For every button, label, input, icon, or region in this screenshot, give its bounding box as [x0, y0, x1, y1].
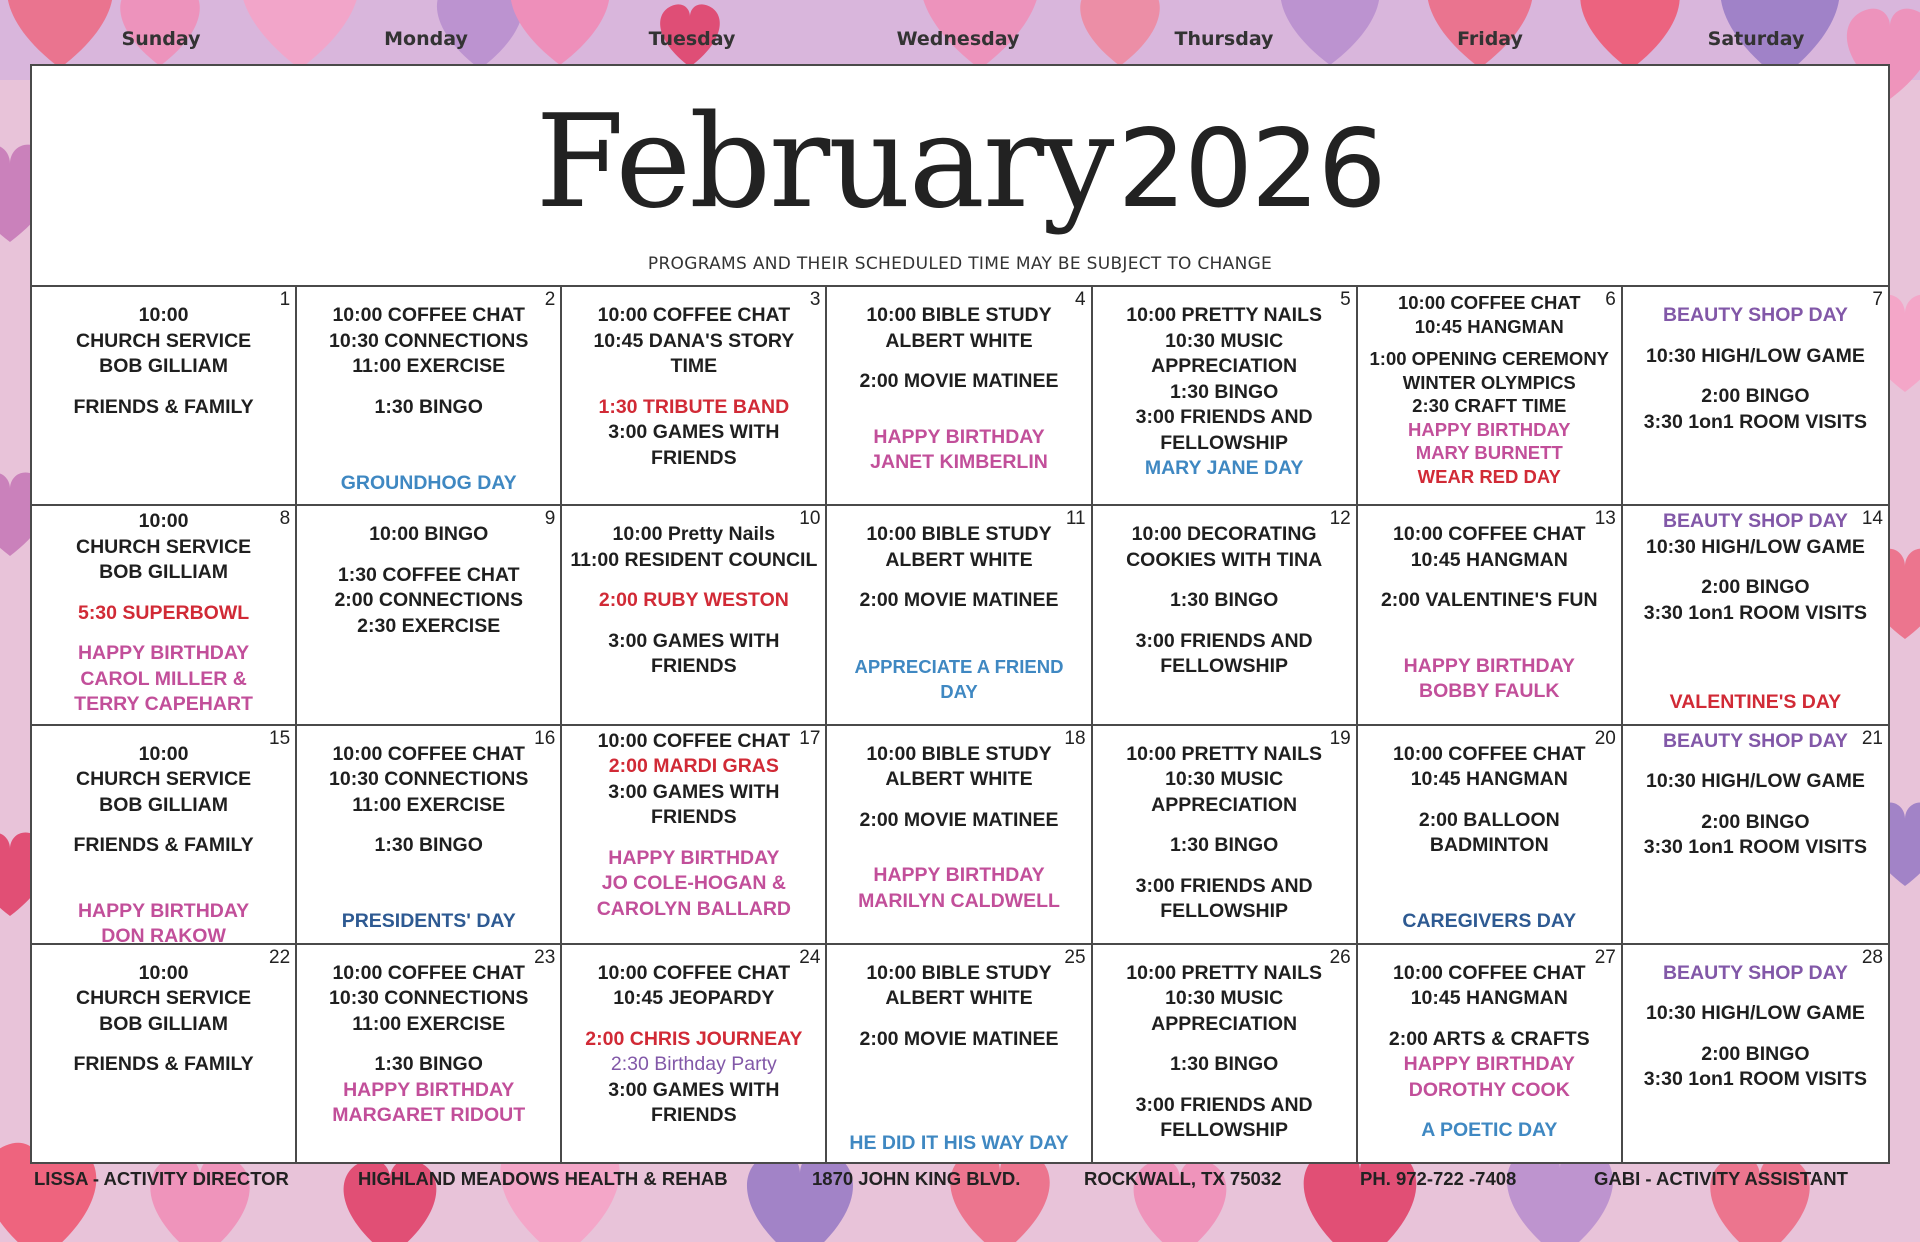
day-cell	[562, 726, 827, 945]
day-number: 12	[1329, 508, 1351, 530]
day-cell	[827, 506, 1092, 725]
day-cell	[1623, 945, 1888, 1164]
day-cell	[562, 945, 827, 1164]
day-cell	[562, 287, 827, 506]
weekday-monday: Monday	[384, 28, 468, 50]
event-line: APPRECIATION	[1151, 793, 1298, 816]
title-month: February	[535, 88, 1113, 237]
day-number: 28	[1861, 946, 1883, 968]
footer-city-state: ROCKWALL, TX 75032	[1084, 1168, 1282, 1189]
day-number: 27	[1594, 946, 1616, 968]
event-line: 10:45 HANGMAN	[1410, 768, 1568, 790]
event-line: MARY JANE DAY	[1144, 457, 1304, 479]
day-number: 16	[534, 727, 556, 749]
event-line: BADMINTON	[1429, 834, 1549, 856]
event-line: BOB GILLIAM	[99, 355, 229, 377]
day-number: 17	[799, 727, 821, 749]
event-line: 10:00	[138, 510, 189, 533]
event-line: APPRECIATION	[1151, 1012, 1298, 1035]
event-line: 3:00 GAMES WITH	[608, 629, 780, 652]
event-line: 2:00 BINGO	[1701, 576, 1810, 599]
event-line: FELLOWSHIP	[1160, 655, 1289, 678]
event-line: CHURCH SERVICE	[75, 987, 252, 1010]
event-line: HAPPY BIRTHDAY	[343, 1078, 515, 1101]
event-line: COOKIES WITH TINA	[1126, 548, 1323, 571]
day-cell	[1623, 287, 1888, 506]
event-line: 2:00 RUBY WESTON	[598, 589, 789, 612]
event-line: ALBERT WHITE	[885, 329, 1033, 352]
event-line: 10:00 BIBLE STUDY	[866, 742, 1052, 765]
event-line: 10:00 BIBLE STUDY	[866, 304, 1052, 326]
day-cell	[297, 726, 562, 945]
event-line: 10:00 Pretty Nails	[612, 523, 776, 546]
event-line: FRIENDS	[651, 1104, 737, 1127]
day-cell	[1623, 506, 1888, 725]
event-line: VALENTINE'S DAY	[1669, 691, 1842, 713]
event-line: 1:30 BINGO	[374, 1053, 483, 1076]
event-line: FRIENDS	[651, 806, 737, 828]
event-line: 10:00 COFFEE CHAT	[597, 304, 791, 326]
event-line: 10:30 CONNECTIONS	[329, 329, 529, 352]
event-line: 10:30 CONNECTIONS	[329, 987, 529, 1010]
event-line: 10:00 COFFEE CHAT	[1393, 961, 1586, 984]
day-cell	[562, 506, 827, 725]
event-line: DAY	[940, 681, 978, 703]
weekday-thursday: Thursday	[1174, 28, 1274, 50]
event-line: 2:00 MOVIE MATINEE	[859, 589, 1059, 612]
event-line: 11:00 EXERCISE	[352, 355, 506, 377]
event-line: 10:00 COFFEE CHAT	[1393, 742, 1586, 765]
day-cell	[1093, 287, 1358, 506]
footer-activity-director: LISSA - ACTIVITY DIRECTOR	[34, 1168, 289, 1189]
event-line: BOBBY FAULK	[1419, 680, 1560, 703]
event-line: 10:00 BIBLE STUDY	[866, 961, 1052, 984]
event-line: 3:00 FRIENDS AND	[1135, 874, 1313, 897]
event-line: BEAUTY SHOP DAY	[1662, 510, 1848, 533]
event-line: 10:00	[138, 961, 189, 984]
event-line: TIME	[670, 355, 718, 377]
event-line: 1:30 BINGO	[1169, 380, 1279, 403]
event-line: PRESIDENTS' DAY	[341, 910, 516, 933]
event-line: CHURCH SERVICE	[75, 535, 252, 558]
event-line: FELLOWSHIP	[1160, 431, 1289, 454]
weekday-sunday: Sunday	[121, 28, 201, 50]
day-number: 24	[799, 946, 821, 968]
event-line: BOB GILLIAM	[99, 793, 229, 816]
event-line: 10:00 PRETTY NAILS	[1126, 742, 1323, 765]
event-line: 3:00 FRIENDS AND	[1135, 1093, 1313, 1116]
event-line: APPRECIATE A FRIEND	[854, 655, 1064, 677]
title-year: 2026	[1117, 107, 1385, 232]
event-line: HAPPY BIRTHDAY	[1403, 1053, 1575, 1076]
event-line: DOROTHY COOK	[1408, 1078, 1570, 1101]
day-number: 18	[1064, 727, 1086, 749]
event-line: 10:00 BIBLE STUDY	[866, 523, 1052, 546]
day-number: 6	[1605, 289, 1616, 310]
event-line: 11:00 RESIDENT COUNCIL	[570, 548, 818, 571]
day-cell	[827, 726, 1092, 945]
day-number: 10	[799, 508, 821, 530]
event-line: 1:30 COFFEE CHAT	[337, 563, 520, 586]
event-line: 1:30 BINGO	[374, 834, 483, 856]
event-line: FELLOWSHIP	[1160, 1119, 1289, 1142]
day-cell	[32, 945, 297, 1164]
footer-phone: PH. 972-722 -7408	[1360, 1168, 1517, 1189]
event-line: WEAR RED DAY	[1417, 465, 1561, 487]
event-line: HAPPY BIRTHDAY	[873, 425, 1045, 448]
event-line: 2:00 MOVIE MATINEE	[859, 808, 1059, 831]
event-line: 2:00 BINGO	[1701, 810, 1810, 833]
event-line: JO COLE-HOGAN &	[601, 872, 786, 894]
day-number: 20	[1594, 727, 1616, 749]
day-cell	[32, 506, 297, 725]
event-line: CAROL MILLER &	[80, 667, 247, 690]
event-line: A POETIC DAY	[1421, 1119, 1558, 1142]
event-line: MARY BURNETT	[1415, 442, 1563, 463]
event-line: 3:00 GAMES WITH	[608, 1078, 780, 1101]
event-line: 2:30 CRAFT TIME	[1412, 395, 1567, 416]
event-line: 5:30 SUPERBOWL	[77, 601, 250, 624]
footer-activity-assistant: GABI - ACTIVITY ASSISTANT	[1594, 1168, 1848, 1189]
event-line: 2:00 CHRIS JOURNEAY	[585, 1027, 803, 1050]
event-line: 10:45 HANGMAN	[1410, 987, 1568, 1010]
event-line: MARGARET RIDOUT	[332, 1104, 526, 1127]
event-line: HAPPY BIRTHDAY	[1408, 418, 1571, 440]
event-line: BOB GILLIAM	[99, 1012, 229, 1035]
day-cell	[1358, 506, 1623, 725]
day-cell	[1093, 506, 1358, 725]
event-line: WINTER OLYMPICS	[1402, 371, 1576, 393]
event-line: 10:30 CONNECTIONS	[329, 768, 529, 790]
event-line: 3:30 1on1 ROOM VISITS	[1643, 410, 1868, 433]
day-number: 9	[544, 508, 556, 530]
event-line: 10:30 MUSIC	[1165, 987, 1284, 1010]
day-number: 3	[809, 289, 821, 310]
event-line: 10:00 DECORATING	[1131, 523, 1317, 546]
event-line: HAPPY BIRTHDAY	[77, 899, 250, 922]
event-line: 11:00 EXERCISE	[352, 1012, 506, 1035]
event-line: 10:00	[138, 742, 189, 765]
day-cell	[32, 726, 297, 945]
event-line: 10:00 PRETTY NAILS	[1126, 961, 1323, 984]
event-line: 3:30 1on1 ROOM VISITS	[1643, 1068, 1868, 1091]
event-line: 2:30 EXERCISE	[357, 614, 501, 637]
day-cell	[1093, 726, 1358, 945]
day-number: 25	[1064, 946, 1086, 968]
event-line: ALBERT WHITE	[885, 987, 1033, 1010]
event-line: 10:00 COFFEE CHAT	[332, 304, 525, 326]
day-number: 8	[279, 508, 291, 530]
event-line: HAPPY BIRTHDAY	[1403, 654, 1575, 677]
event-line: 2:00 BINGO	[1701, 385, 1810, 407]
event-line: 10:30 HIGH/LOW GAME	[1645, 344, 1865, 367]
event-line: HAPPY BIRTHDAY	[873, 864, 1045, 886]
event-line: 10:00 COFFEE CHAT	[597, 729, 791, 752]
event-line: BEAUTY SHOP DAY	[1662, 729, 1848, 752]
event-line: 2:00 ARTS & CRAFTS	[1388, 1027, 1590, 1050]
event-line: HE DID IT HIS WAY DAY	[849, 1131, 1069, 1154]
day-cell	[1093, 945, 1358, 1164]
event-line: 3:30 1on1 ROOM VISITS	[1643, 836, 1868, 858]
day-number: 19	[1329, 727, 1351, 749]
day-number: 22	[269, 946, 291, 968]
event-line: 3:00 GAMES WITH	[608, 421, 780, 443]
day-number: 15	[269, 727, 291, 749]
event-line: DON RAKOW	[101, 925, 226, 947]
event-line: FRIENDS & FAMILY	[73, 1053, 254, 1076]
event-line: 2:30 Birthday Party	[610, 1053, 777, 1076]
event-line: 3:00 FRIENDS AND	[1135, 629, 1313, 652]
event-line: 10:00 COFFEE CHAT	[332, 961, 525, 984]
day-number: 5	[1340, 289, 1351, 310]
event-line: 10:00 COFFEE CHAT	[332, 742, 525, 765]
day-number: 1	[279, 289, 291, 310]
event-line: BEAUTY SHOP DAY	[1662, 961, 1848, 984]
event-line: 2:00 BALLOON	[1418, 808, 1560, 831]
event-line: BOB GILLIAM	[99, 561, 229, 584]
day-number: 7	[1872, 289, 1883, 310]
event-line: 3:00 FRIENDS AND	[1135, 406, 1313, 428]
day-number: 11	[1065, 508, 1086, 530]
day-number: 23	[534, 946, 556, 968]
event-line: FRIENDS & FAMILY	[73, 395, 254, 418]
event-line: 10:00 COFFEE CHAT	[1393, 523, 1586, 546]
event-line: 2:00 BINGO	[1701, 1042, 1810, 1065]
event-line: 2:00 MARDI GRAS	[608, 755, 779, 777]
event-line: 3:00 GAMES WITH	[608, 780, 780, 803]
day-cell	[827, 287, 1092, 506]
event-line: CAREGIVERS DAY	[1402, 910, 1577, 933]
event-line: 2:00 MOVIE MATINEE	[859, 1027, 1059, 1050]
event-line: 1:30 BINGO	[374, 395, 483, 418]
event-line: 2:00 CONNECTIONS	[334, 589, 523, 612]
day-cell	[827, 945, 1092, 1164]
event-line: HAPPY BIRTHDAY	[608, 846, 780, 869]
day-cell	[1623, 726, 1888, 945]
day-cell	[297, 287, 562, 506]
weekday-wednesday: Wednesday	[896, 28, 1020, 50]
calendar-grid	[32, 285, 1888, 1164]
day-number: 14	[1861, 508, 1883, 530]
event-line: 10:00 COFFEE CHAT	[597, 961, 791, 984]
day-number: 2	[544, 289, 556, 310]
event-line: 10:45 DANA'S STORY	[593, 329, 795, 352]
day-number: 26	[1329, 946, 1351, 968]
day-cell	[1358, 945, 1623, 1164]
event-line: 10:30 MUSIC	[1165, 768, 1284, 790]
event-line: FRIENDS	[651, 655, 737, 678]
event-line: 1:30 TRIBUTE BAND	[598, 395, 790, 418]
day-cell	[297, 506, 562, 725]
event-line: MARILYN CALDWELL	[858, 889, 1060, 912]
event-line: 1:30 BINGO	[1169, 589, 1279, 612]
event-line: ALBERT WHITE	[885, 548, 1033, 571]
event-line: 10:45 HANGMAN	[1414, 315, 1564, 337]
event-line: 1:00 OPENING CEREMONY	[1369, 348, 1610, 369]
day-cell	[1358, 726, 1623, 945]
event-line: FRIENDS	[651, 446, 737, 469]
schedule-disclaimer: PROGRAMS AND THEIR SCHEDULED TIME MAY BE SUBJECT TO CHANGE	[647, 254, 1273, 274]
weekday-saturday: Saturday	[1707, 28, 1805, 50]
event-line: 3:30 1on1 ROOM VISITS	[1643, 601, 1868, 624]
event-line: 2:00 VALENTINE'S FUN	[1380, 589, 1598, 612]
event-line: 1:30 BINGO	[1169, 1053, 1279, 1076]
page-title	[32, 88, 1888, 237]
event-line: TERRY CAPEHART	[74, 693, 253, 716]
weekday-friday: Friday	[1457, 28, 1523, 50]
calendar-sheet	[30, 64, 1890, 1164]
event-line: CHURCH SERVICE	[75, 768, 252, 790]
event-line: GROUNDHOG DAY	[340, 471, 517, 494]
event-line: JANET KIMBERLIN	[870, 451, 1048, 473]
event-line: HAPPY BIRTHDAY	[77, 642, 250, 665]
weekday-tuesday: Tuesday	[648, 28, 736, 50]
event-line: APPRECIATION	[1151, 355, 1298, 377]
event-line: 10:00 COFFEE CHAT	[1397, 292, 1581, 313]
event-line: 10:00 PRETTY NAILS	[1126, 304, 1323, 326]
event-line: CAROLYN BALLARD	[596, 897, 791, 920]
footer-street-address: 1870 JOHN KING BLVD.	[812, 1168, 1021, 1189]
day-cell	[297, 945, 562, 1164]
event-line: 1:30 BINGO	[1169, 834, 1279, 856]
event-line: 11:00 EXERCISE	[352, 793, 506, 816]
event-line: 10:45 JEOPARDY	[613, 987, 775, 1010]
event-line: 10:00	[138, 304, 189, 326]
day-number: 13	[1594, 508, 1616, 530]
event-line: ALBERT WHITE	[885, 768, 1033, 790]
event-line: FRIENDS & FAMILY	[73, 834, 254, 856]
event-line: 10:00 BINGO	[369, 523, 489, 546]
event-line: CHURCH SERVICE	[75, 329, 252, 352]
event-line: 10:30 MUSIC	[1165, 329, 1284, 352]
event-line: 2:00 MOVIE MATINEE	[859, 370, 1059, 392]
day-number: 4	[1074, 289, 1086, 310]
day-cell	[1358, 287, 1623, 506]
footer-facility-name: HIGHLAND MEADOWS HEALTH & REHAB	[358, 1168, 728, 1189]
event-line: 10:45 HANGMAN	[1410, 548, 1568, 571]
event-line: FELLOWSHIP	[1160, 900, 1289, 922]
day-number: 21	[1861, 727, 1883, 749]
day-cell	[32, 287, 297, 506]
event-line: 10:30 HIGH/LOW GAME	[1645, 1002, 1865, 1025]
event-line: 10:30 HIGH/LOW GAME	[1645, 770, 1865, 792]
event-line: 10:30 HIGH/LOW GAME	[1645, 535, 1865, 558]
event-line: BEAUTY SHOP DAY	[1662, 304, 1848, 326]
